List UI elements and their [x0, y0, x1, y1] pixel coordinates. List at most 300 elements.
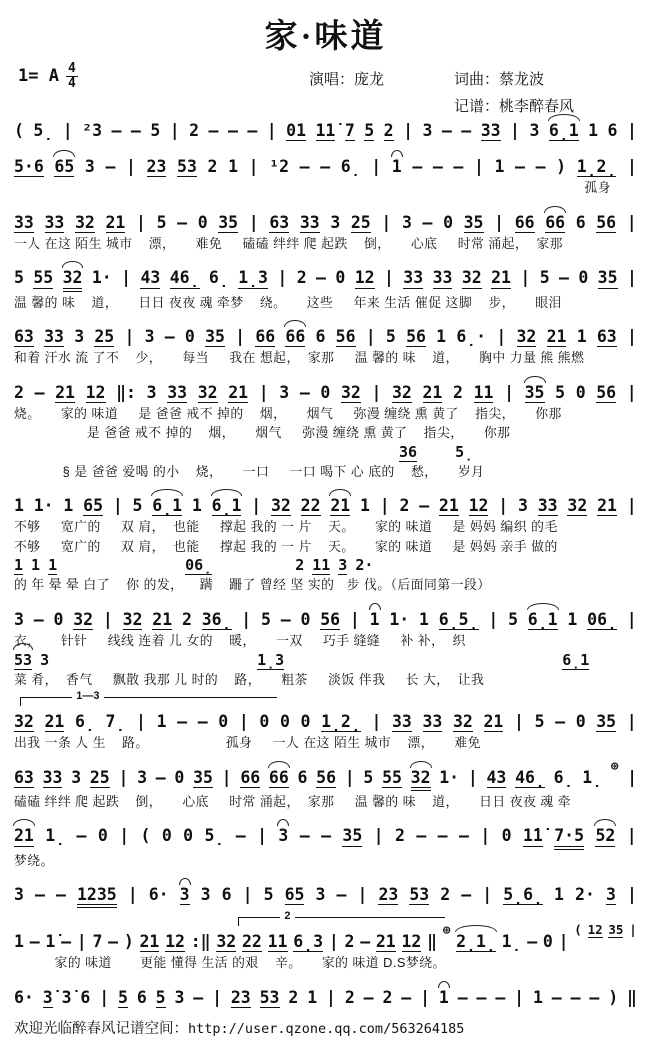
barline: |	[235, 327, 246, 347]
note-token: 6·	[14, 987, 34, 1007]
note-token: (	[574, 922, 582, 938]
note-token: 2·	[575, 885, 595, 905]
note-token: 33	[44, 212, 65, 232]
coda-icon: ⊕	[610, 757, 619, 773]
note-token: 21	[152, 609, 173, 629]
barline: |	[373, 826, 384, 846]
lyric-line: 孤身	[584, 180, 611, 196]
lyric-line: 温 馨的 味 道， 日日 夜夜 魂 牵梦 绕。 这些 年来 生活 催促 这脚 步， 眼泪	[14, 294, 562, 310]
note-token: 3	[278, 826, 289, 846]
note-token: 3	[146, 382, 157, 402]
note-token: 2̣1̣	[456, 932, 496, 952]
note-token: 0	[501, 826, 512, 846]
note-token: 2	[382, 987, 393, 1007]
note-token: 3	[74, 327, 85, 347]
note-token: –	[457, 987, 468, 1007]
note-token: 5	[261, 609, 271, 629]
note-token: –	[247, 121, 258, 140]
lyric-line: 不够 宽广的 双 肩， 也能 撑起 我的 一 片 天。 家的 味道 是 妈妈 编织 的毛	[14, 519, 558, 535]
note-token: 0	[218, 712, 229, 732]
barline: |	[473, 157, 484, 177]
note-token: 43	[140, 268, 161, 288]
credit-notator-label: 记谱：	[454, 98, 500, 115]
note-token: –	[208, 121, 219, 140]
barline: |	[510, 121, 520, 140]
note-token: 66	[514, 212, 535, 232]
note-token: 23	[146, 157, 167, 177]
volta-bracket	[238, 910, 445, 926]
note-token: 3	[330, 212, 341, 232]
note-token: 1	[359, 496, 370, 516]
note-token: –	[555, 712, 566, 732]
note-token: –	[527, 932, 538, 952]
note-token: 33	[167, 382, 188, 402]
barline: |	[118, 767, 129, 787]
barline: |	[121, 268, 132, 288]
note-token: –	[458, 826, 469, 846]
barline: :‖	[190, 932, 211, 952]
note-token: 5·6	[14, 157, 44, 177]
note-token: 6̣1	[562, 650, 590, 669]
note-token: –	[299, 382, 310, 402]
note-token: 25	[350, 212, 371, 232]
note-token: 2	[189, 121, 200, 140]
barline: |	[248, 157, 259, 177]
note-token: 63	[14, 767, 34, 787]
note-token: 66	[240, 767, 261, 787]
note-token: 66	[545, 212, 566, 232]
barline: |	[76, 932, 87, 952]
note-token: 53	[177, 157, 197, 177]
note-token: 66	[268, 767, 289, 787]
score-line-1	[14, 114, 637, 141]
music-line	[14, 261, 637, 291]
barline: |	[326, 987, 336, 1007]
note-token: 11̇	[315, 121, 336, 140]
note-token: )	[608, 987, 619, 1007]
note-token: 56	[335, 327, 356, 347]
music-line	[14, 150, 637, 177]
note-token: –	[111, 121, 122, 140]
note-token: 1	[419, 609, 429, 629]
note-token: 35	[193, 767, 213, 787]
credit-notator-value: 桃李醉春风	[499, 98, 575, 115]
lyric-line: 一人 在这 陌生 城市 漂， 难免 磕磕 绊绊 爬 起跌 倒， 心底 时常 涌起， 家那	[14, 235, 563, 251]
note-token: 0	[335, 268, 346, 288]
score-line-5	[14, 320, 637, 367]
note-token: 5	[132, 496, 143, 516]
score-line-9	[14, 690, 637, 752]
note-token: 3	[605, 885, 616, 905]
note-token: 5̣6̣	[503, 885, 543, 905]
note-token: 7·5	[554, 827, 584, 849]
note-token: 1̣	[501, 932, 522, 952]
note-token: 5̣	[204, 826, 225, 846]
barline: |	[238, 712, 249, 732]
note-token: 6̣1	[548, 121, 579, 140]
credit-composer-value: 蔡龙波	[499, 71, 545, 88]
note-token: 1	[532, 987, 543, 1007]
note-token: 6	[221, 885, 232, 905]
note-token: –	[235, 826, 246, 846]
note-token: –	[551, 987, 562, 1007]
note-token: 32	[567, 496, 588, 516]
note-token: –	[316, 268, 326, 288]
note-token: 21	[14, 826, 34, 846]
note-token: –	[299, 157, 310, 177]
note-token: –	[193, 987, 204, 1007]
note-token: –	[197, 712, 208, 732]
note-token: 33	[480, 121, 501, 140]
note-token: 0	[197, 212, 208, 232]
barline: |	[498, 496, 509, 516]
note-token: –	[559, 268, 569, 288]
note-token: 33	[422, 712, 443, 732]
note-token: 33	[392, 712, 412, 732]
note-token: 6̣1	[211, 496, 242, 516]
note-token: 5	[508, 609, 518, 629]
note-token: 2	[344, 932, 355, 952]
barline: |	[420, 987, 430, 1007]
note-token: 32	[63, 269, 83, 291]
note-token: 1̣2̣	[321, 712, 361, 732]
note-token: 6̣	[553, 767, 574, 787]
music-line	[14, 320, 637, 347]
note-token: 0	[259, 712, 270, 732]
note-token: –	[360, 932, 371, 952]
barline: |	[626, 327, 637, 347]
barline: |	[371, 157, 382, 177]
barline: |	[62, 121, 73, 140]
note-token: 53	[259, 987, 280, 1007]
note-token: 1	[436, 327, 447, 347]
note-token: 1	[228, 157, 238, 177]
note-token: 3	[144, 327, 155, 347]
note-token: 06̣	[587, 609, 617, 629]
score-line-10	[14, 757, 637, 811]
note-token: 0	[578, 268, 589, 288]
note-token: 0	[184, 327, 195, 347]
note-token: 22	[300, 496, 321, 516]
page-title: 家·味道	[264, 19, 387, 55]
note-token: –	[29, 932, 40, 952]
note-token: 0	[161, 826, 172, 846]
volta-label: 1—3	[72, 690, 103, 702]
note-token: 65	[284, 885, 305, 905]
note-token: –	[108, 932, 119, 952]
note-token: 1̣	[582, 767, 603, 787]
score-line-11	[14, 819, 637, 869]
note-token: 5	[364, 121, 375, 140]
barline: |	[629, 922, 637, 938]
note-token: –	[401, 987, 412, 1007]
note-token: 0	[300, 609, 311, 629]
score	[14, 114, 637, 1008]
note-token: 1̣2̣	[576, 157, 617, 177]
note-token: 21	[491, 268, 511, 288]
note-token: –	[412, 157, 423, 177]
note-token: 2	[395, 826, 405, 846]
note-token: 32	[340, 382, 361, 402]
note-token: 12	[468, 496, 489, 516]
note-token: 35	[205, 327, 225, 347]
credit-notator	[454, 95, 574, 116]
note-token: 63	[596, 327, 617, 347]
music-line	[14, 114, 637, 141]
note-token: 21	[375, 932, 396, 952]
note-token: 2	[453, 382, 463, 402]
note-token: 0	[183, 826, 194, 846]
note-token: –	[227, 121, 238, 140]
note-token: 35	[463, 212, 484, 232]
note-token: 6	[297, 767, 308, 787]
note-token: –	[155, 767, 166, 787]
barline: |	[248, 212, 259, 232]
barline: |	[241, 609, 252, 629]
barline: |	[482, 885, 493, 905]
lyric-line: 烧。 家的 味道 是 爸爸 戒不 掉的 烟， 烟气 弥漫 缠绕 熏 黄了 指尖， 你那	[14, 405, 562, 421]
footer-label: 欢迎光临醉春风记谱空间：	[14, 1020, 188, 1037]
note-token: 2	[288, 987, 299, 1007]
barline: |	[488, 609, 499, 629]
note-token: 32	[411, 769, 431, 791]
lyric-line: 是 爸爸 戒不 掉的 烟， 烟气 弥漫 缠绕 熏 黄了 指尖， 你那	[14, 425, 511, 441]
note-token: 7̣	[105, 712, 126, 732]
note-token: 35	[524, 382, 545, 402]
note-token: –	[177, 212, 188, 232]
note-token: 5	[539, 268, 550, 288]
note-token: 1	[588, 121, 599, 140]
note-token: –	[61, 932, 71, 952]
note-token: 1̇1̇	[522, 826, 543, 846]
note-token: 7	[344, 121, 355, 140]
note-token: 63	[14, 327, 34, 347]
note-token: 22	[242, 932, 262, 952]
note-token: 3	[200, 885, 211, 905]
barline: |	[349, 609, 360, 629]
note-token: 53	[14, 650, 33, 669]
note-token: 32	[73, 609, 94, 629]
barline: |	[127, 885, 138, 905]
note-token: –	[164, 327, 175, 347]
note-token: 32	[216, 932, 237, 952]
lyric-line: 的 年 晕 晕 白了 你 的发， 蹒 跚了 曾经 坚 实的 步 伐。（后面同第一段）	[14, 577, 491, 593]
lyric-line: 家的 味道 更能 懂得 生活 的艰 辛。 家的 味道 D.S梦绕。	[14, 955, 446, 971]
note-token: –	[105, 157, 116, 177]
note-token: 32	[197, 382, 218, 402]
barline: |	[242, 885, 253, 905]
note-token: 1	[567, 609, 578, 629]
music-line	[14, 757, 637, 791]
note-token: –	[34, 885, 45, 905]
lyric-line: 衣， 针针 线线 连着 儿 女的 暖， 一双 巧手 缝缝 补 补， 织	[14, 633, 466, 649]
note-token: 1	[14, 496, 24, 516]
note-token: 3̇	[61, 987, 72, 1007]
note-token: 2·	[355, 556, 374, 575]
credit-composer	[454, 68, 544, 89]
barline: |	[480, 826, 491, 846]
barline: |	[99, 987, 110, 1007]
note-token: 1̇	[45, 932, 56, 952]
barline: |	[626, 885, 637, 905]
key-label: 1= A	[18, 66, 59, 87]
note-token: –	[453, 157, 464, 177]
note-token: (	[14, 121, 24, 140]
music-line	[14, 819, 637, 849]
note-token: 36̣	[201, 609, 232, 629]
time-signature	[66, 62, 78, 90]
note-token: 0	[300, 712, 311, 732]
barline: |	[365, 327, 376, 347]
note-token: –	[320, 157, 331, 177]
note-token: 1	[63, 496, 74, 516]
note-token: –	[33, 609, 44, 629]
note-token: 63	[269, 212, 290, 232]
note-token: 33	[403, 268, 424, 288]
note-token: –	[515, 157, 525, 177]
note-token: 21	[228, 382, 249, 402]
note-token: 52	[595, 826, 616, 846]
note-token: 35	[342, 826, 363, 846]
credit-composer-label: 词曲：	[454, 71, 500, 88]
note-token: 11	[473, 382, 494, 402]
note-token: 21	[438, 496, 459, 516]
note-token: 35	[597, 268, 618, 288]
coda-icon: ⊕	[442, 922, 451, 938]
note-token: –	[441, 121, 452, 140]
lyric-line: 磕磕 绊绊 爬 起跌 倒， 心底 时常 涌起， 家那 温 馨的 味 道， 日日 夜夜 魂 牵	[14, 793, 572, 809]
barline: |	[496, 327, 507, 347]
barline: |	[344, 767, 355, 787]
barline: |	[403, 121, 413, 140]
score-line-3	[14, 206, 637, 253]
note-token: 25	[89, 767, 110, 787]
barline: |	[626, 382, 637, 402]
note-token: 2	[383, 121, 394, 140]
note-token: –	[336, 885, 347, 905]
header	[14, 10, 637, 114]
note-token: 6	[315, 327, 326, 347]
lyric-line: § 是 爸爸 爱喝 的小 烧， 一口 一口 喝下 心 底的 愁， 岁月	[14, 463, 485, 479]
note-token: (	[140, 826, 151, 846]
barline: |	[102, 609, 113, 629]
barline: |	[626, 121, 637, 140]
note-token: 2	[440, 885, 451, 905]
note-token: 21	[44, 712, 65, 732]
note-token: 6̣1	[527, 609, 558, 629]
barline: |	[119, 826, 130, 846]
note-token: –	[495, 987, 506, 1007]
note-token: 3	[529, 121, 540, 140]
barline: |	[124, 327, 135, 347]
barline: |	[212, 987, 222, 1007]
credit-singer	[309, 68, 384, 89]
note-token: –	[419, 496, 430, 516]
barline: |	[514, 987, 525, 1007]
note-token: 2	[207, 157, 218, 177]
note-token: 1	[156, 712, 167, 732]
note-token: 35	[608, 922, 624, 938]
barline: ‖	[427, 932, 438, 952]
note-token: 65	[83, 496, 104, 516]
note-token: 2	[399, 496, 410, 516]
barline: |	[266, 121, 277, 140]
note-token: 3	[14, 609, 24, 629]
note-token: –	[280, 609, 291, 629]
note-token: 21	[105, 212, 126, 232]
time-signature-denominator: 4	[67, 75, 76, 91]
note-token: 3	[422, 121, 433, 140]
note-token: 33	[44, 327, 64, 347]
note-token: 3	[84, 157, 95, 177]
barline: |	[627, 157, 637, 177]
note-token: –	[461, 121, 472, 140]
note-token: 23	[230, 987, 251, 1007]
note-token: –	[130, 121, 141, 140]
note-token: ²3	[82, 121, 103, 140]
note-token: 3	[14, 885, 24, 905]
music-line	[14, 376, 637, 403]
barline: |	[379, 496, 390, 516]
note-token: 21	[597, 496, 617, 516]
barline: |	[257, 826, 268, 846]
barline: |	[558, 932, 569, 952]
note-token: 56	[406, 327, 426, 347]
score-line-14	[14, 981, 637, 1008]
note-token: 11	[267, 932, 288, 952]
note-token: 33	[537, 496, 558, 516]
note-token: 32	[453, 712, 473, 732]
barline: |	[169, 121, 180, 140]
note-token: 5	[14, 268, 24, 288]
note-token: 3̇	[42, 987, 53, 1007]
volta-bracket	[20, 690, 276, 706]
note-token: )	[556, 157, 567, 177]
note-token: 3	[137, 767, 148, 787]
barline: |	[258, 382, 269, 402]
lyric-line: 和着 汗水 流 了不 少， 每当 我在 想起， 家那 温 馨的 味 道， 胸中 力量 熊 熊燃	[14, 350, 585, 366]
music-line	[14, 489, 637, 516]
note-token: 2	[296, 268, 307, 288]
note-token: 12	[354, 268, 375, 288]
note-token: 5	[555, 382, 566, 402]
lyric-line: 梦绕。	[14, 852, 54, 868]
note-token: –	[34, 382, 45, 402]
note-token: 1	[191, 496, 202, 516]
note-token: 32	[392, 382, 412, 402]
note-token: 55	[33, 268, 54, 288]
note-token: 1̣	[45, 826, 66, 846]
footer-url: http://user.qzone.qq.com/563264185	[188, 1020, 465, 1037]
alt-notes-line	[14, 443, 637, 461]
note-token: 0	[443, 212, 453, 232]
note-token: 5	[150, 121, 161, 140]
note-token: 12	[85, 382, 106, 402]
barline: |	[126, 157, 136, 177]
note-token: 5	[118, 987, 128, 1007]
barline: |	[383, 268, 394, 288]
score-line-4	[14, 261, 637, 311]
music-line	[14, 206, 637, 233]
note-token: 1̣3	[257, 650, 285, 669]
barline: |	[136, 212, 146, 232]
note-token: 32	[461, 268, 482, 288]
barline: |	[277, 268, 288, 288]
barline: |	[626, 712, 637, 732]
note-token: 3	[338, 556, 348, 575]
lyric-line: 菜 肴， 香气 飘散 我那 儿 时的 路， 粗茶 淡饭 伴我 长 大， 让我	[14, 671, 485, 687]
note-token: 6̣·	[456, 327, 487, 347]
